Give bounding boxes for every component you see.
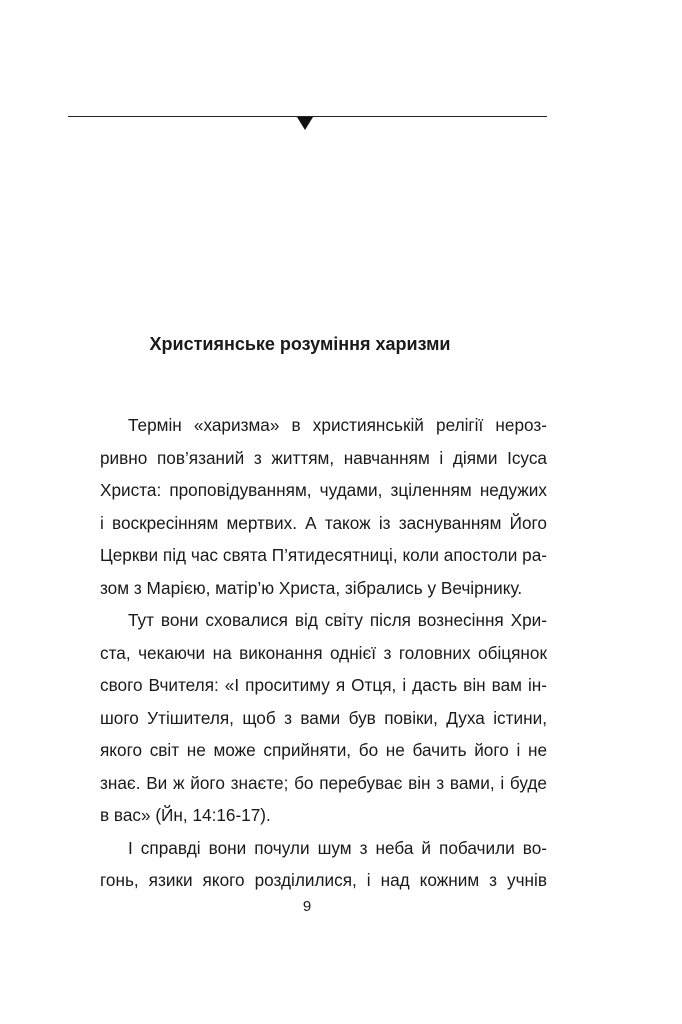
text-line: шого Утішителя, щоб з вами був повіки, Духа істини,	[100, 707, 547, 728]
text-line: І справді вони почули шум з неба й побачили во-	[128, 837, 547, 858]
text-line: і воскресінням мертвих. А також із заснуванням Його	[100, 512, 547, 533]
text-line: якого світ не може сприйняти, бо не бачить його і не	[100, 740, 547, 760]
page-number: 9	[302, 898, 312, 915]
text-line: в вас» (Йн, 14:16-17).	[100, 805, 271, 825]
text-line: Христа: проповідуванням, чудами, зціленням недужих	[100, 480, 547, 500]
text-line: Церкви під час свята П’ятидесятниці, коли апостоли ра-	[100, 545, 547, 565]
text-line: Термін «харизма» в християнській релігії нероз-	[128, 415, 547, 435]
triangle-ornament-icon	[297, 117, 313, 130]
body-text	[100, 409, 547, 897]
text-line: гонь, язики якого розділилися, і над кожним з учнів	[100, 870, 547, 890]
text-line: зом з Марією, матір’ю Христа, зібрались у Вечірнику.	[100, 577, 523, 598]
section-title: Християнське розуміння харизми	[149, 334, 451, 354]
text-line: знає. Ви ж його знаєте; бо перебуває він з вами, і буде	[100, 772, 547, 793]
text-line: свого Вчителя: «І проситиму я Отця, і дасть він вам ін-	[100, 675, 547, 695]
text-line: Тут вони сховалися від світу після вознесіння Хри-	[128, 610, 547, 630]
text-line: ривно пов’язаний з життям, навчанням і діями Ісуса	[100, 447, 547, 468]
text-line: ста, чекаючи на виконання однієї з головних обіцянок	[100, 642, 547, 663]
